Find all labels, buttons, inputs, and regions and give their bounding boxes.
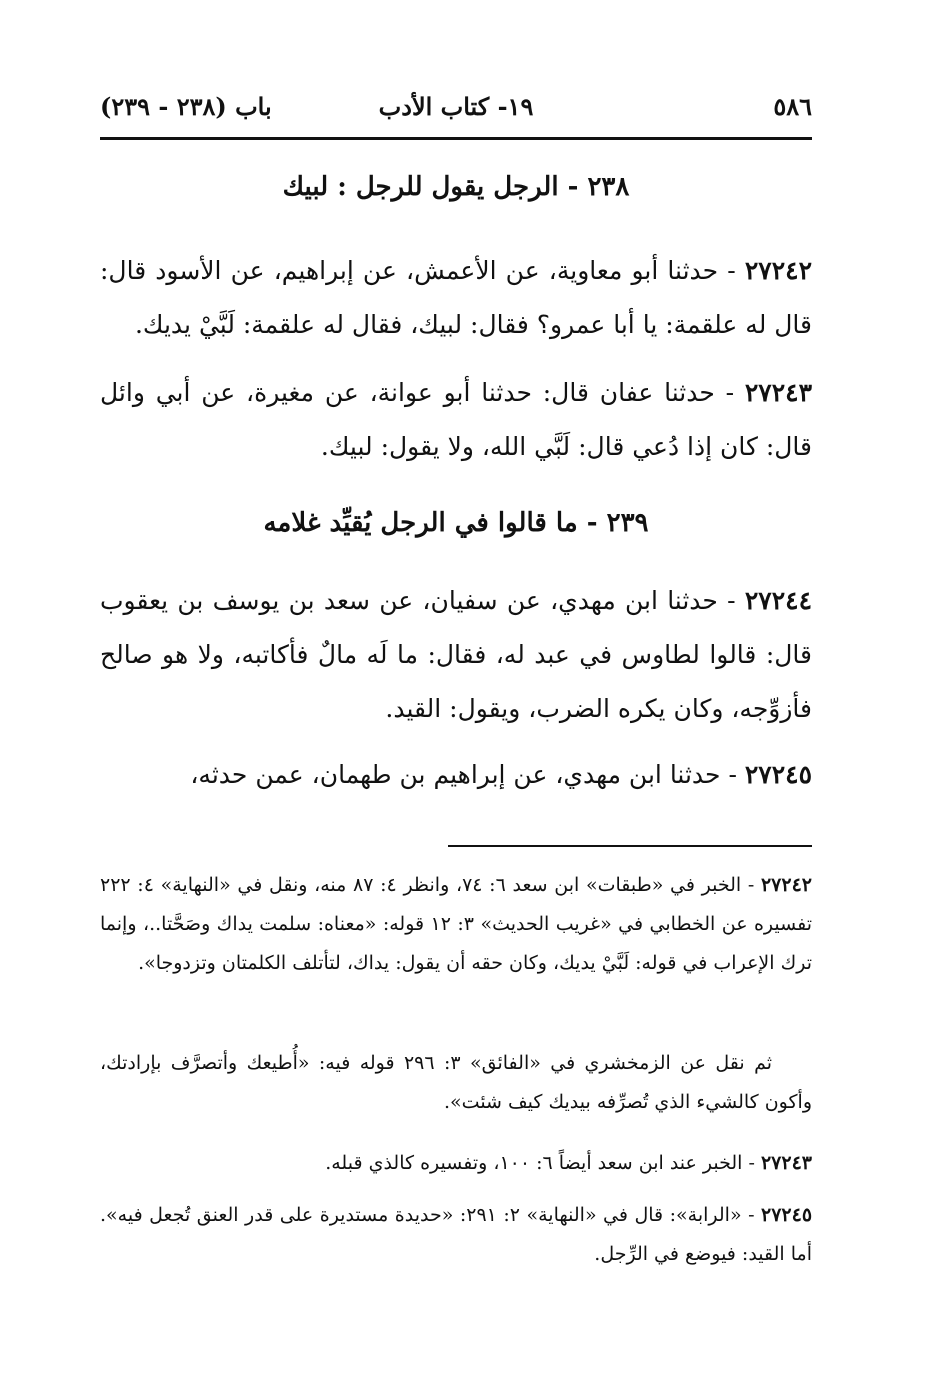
footnote-27245 — [100, 1196, 812, 1274]
hadith-number: ٢٧٢٤٢ — [744, 256, 812, 285]
hadith-text: - حدثنا عفان قال: حدثنا أبو عوانة، عن مغيرة، عن أبي وائل قال: كان إذا دُعي قال: لَبَّي الله، ولا يقول: لبيك. — [100, 378, 812, 461]
running-header — [100, 88, 812, 128]
hadith-27244 — [100, 574, 812, 736]
footnote-27242 — [100, 866, 812, 983]
footnote-text: - الخبر في «طبقات» ابن سعد ٦: ٧٤، وانظر ٤: ٨٧ منه، ونقل في «النهاية» ٤: ٢٢٢ تفسيره عن الخطابي في «غريب الحديث» ٣: ١٢ قوله: «معناه: سلمت يداك وصَحَّتا..، وإنما ترك الإعراب في قوله: لَبَّيْ يديك، وكان حقه أن يقول: يداك، لتأتلف الكلمتان وتزدوجا». — [100, 874, 812, 974]
hadith-number: ٢٧٢٤٤ — [744, 586, 812, 615]
footnote-text: - الخبر عند ابن سعد أيضاً ٦: ١٠٠، وتفسيره كالذي قبله. — [325, 1152, 761, 1174]
hadith-27243 — [100, 366, 812, 474]
chapter-range: باب (٢٣٨ - ٢٣٩) — [100, 92, 272, 121]
footnote-text: - «الرابة»: قال في «النهاية» ٢: ٢٩١: «حديدة مستديرة على قدر العنق تُجعل فيه». أما القيد: فيوضع في الرِّجل. — [100, 1204, 812, 1265]
hadith-text: - حدثنا أبو معاوية، عن الأعمش، عن إبراهيم، عن الأسود قال: قال له علقمة: يا أبا عمرو؟ فقال: لبيك، فقال له علقمة: لَبَّيْ يديك. — [100, 256, 812, 339]
hadith-27242 — [100, 244, 812, 352]
footnote-number: ٢٧٢٤٥ — [761, 1204, 813, 1226]
footnote-continuation — [100, 1044, 812, 1122]
hadith-27245 — [100, 748, 812, 802]
footnote-number: ٢٧٢٤٣ — [760, 1152, 812, 1174]
footnote-rule — [448, 845, 812, 847]
footnote-27243 — [100, 1144, 812, 1183]
section-heading-239: ٢٣٩ - ما قالوا في الرجل يُقيِّد غلامه — [263, 508, 649, 538]
hadith-number: ٢٧٢٤٣ — [744, 378, 812, 407]
footnote-number: ٢٧٢٤٢ — [760, 874, 812, 896]
header-rule — [100, 137, 812, 140]
hadith-number: ٢٧٢٤٥ — [744, 760, 812, 789]
book-title: ١٩- كتاب الأدب — [378, 92, 534, 121]
section-heading-238: ٢٣٨ - الرجل يقول للرجل : لبيك — [282, 172, 630, 202]
hadith-text: - حدثنا ابن مهدي، عن سفيان، عن سعد بن يوسف بن يعقوب قال: قالوا لطاوس في عبد له، فقال: ما لَه مالٌ فأكاتبه، ولا هو صالح فأزوِّجه، وكان يكره الضرب، ويقول: القيد. — [100, 586, 812, 723]
footnote-text: ثم نقل عن الزمخشري في «الفائق» ٣: ٢٩٦ قوله فيه: «أُطيعك وأتصرَّف بإرادتك، وأكون كالشيء الذي تُصرِّفه بيديك كيف شئت». — [100, 1052, 812, 1113]
hadith-text: - حدثنا ابن مهدي، عن إبراهيم بن طهمان، عمن حدثه، — [190, 760, 745, 789]
page-number: ٥٨٦ — [773, 92, 812, 121]
